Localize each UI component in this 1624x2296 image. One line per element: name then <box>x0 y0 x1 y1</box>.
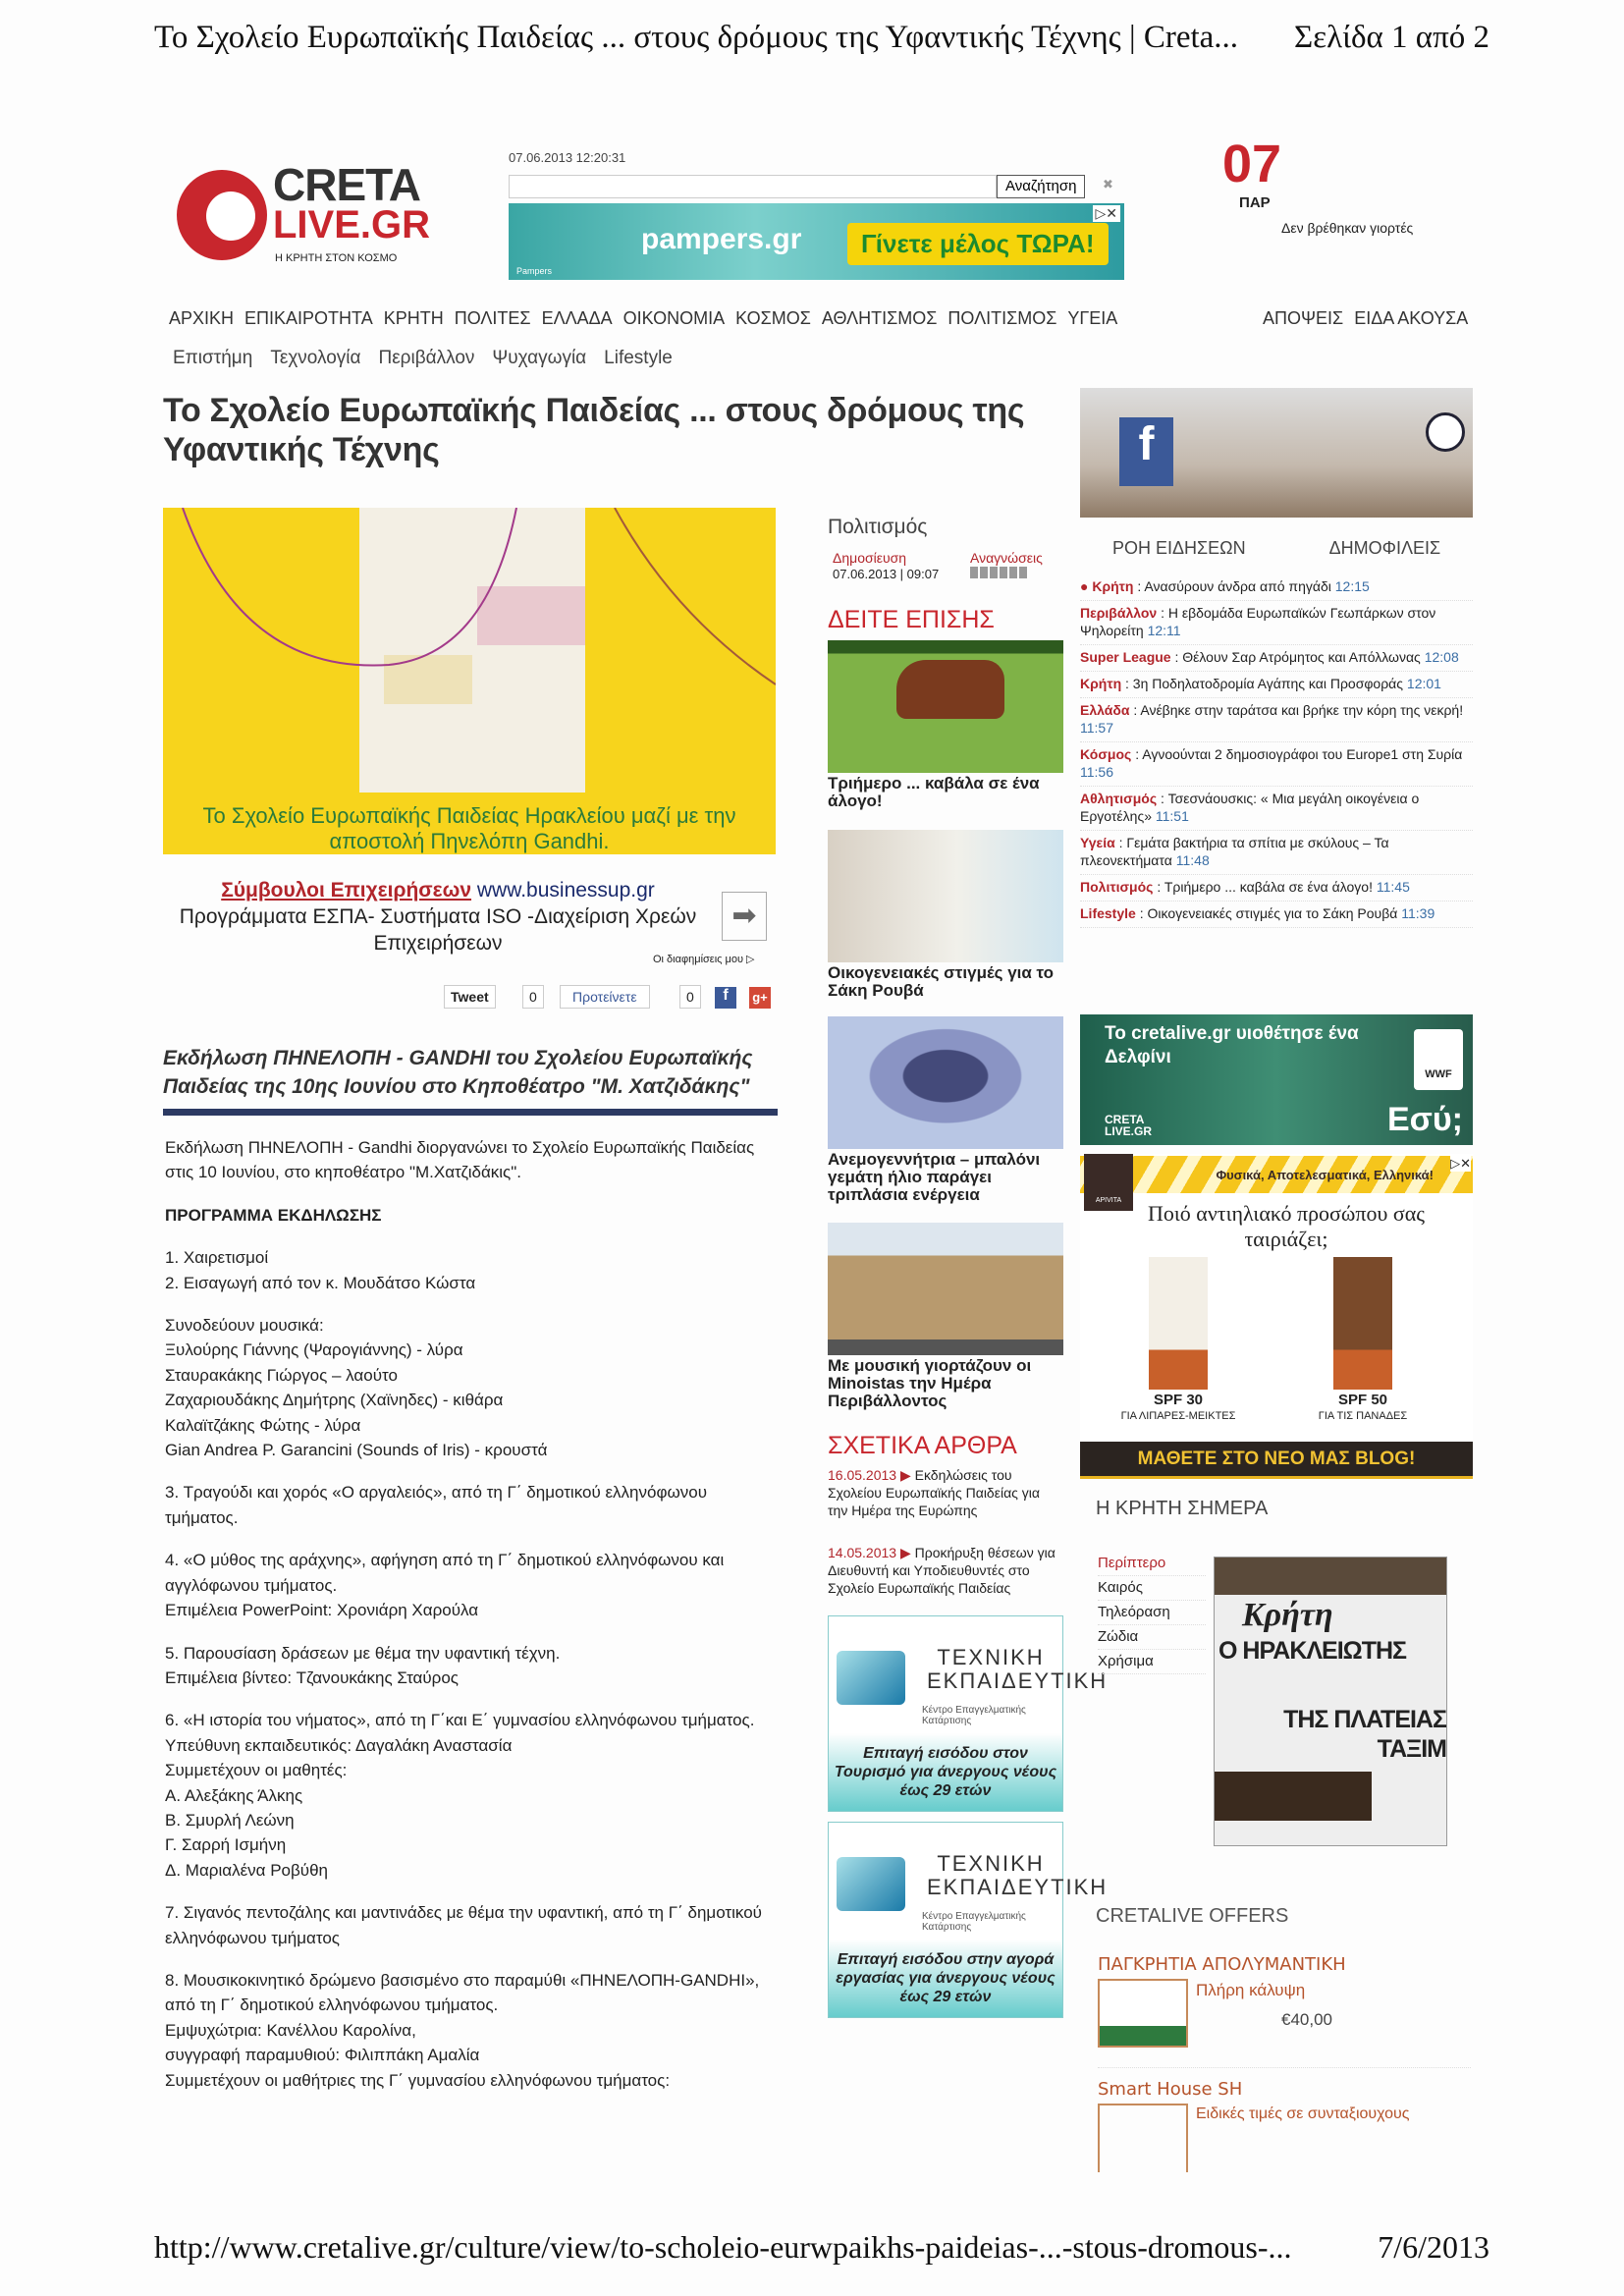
tweet-count: 0 <box>522 985 544 1009</box>
current-datetime: 07.06.2013 12:20:31 <box>509 150 626 165</box>
paragraph: Συνοδεύουν μουσικά: Ξυλούρης Γιάννης (Ψαρογιάννης) - λύρα Σταυρακάκης Γιώργος – λαούτο Ζαχαριουδάκης Δημήτρης (Χαϊνηδες) - κιθάρα Καλαϊτζάκης Φώτης - λύρα Gian Andrea P. Garancini (Sounds of Iris) - κρουστά <box>165 1316 548 1460</box>
paragraph: 4. «Ο μύθος της αράχνης», αφήγηση από τη Γ΄ δημοτικού ελληνόφωνου και αγγλόφωνου τμήματος. Επιμέλεια PowerPoint: Χρονιάρη Χαρούλα <box>165 1551 725 1620</box>
nav-item[interactable]: ΕΠΙΚΑΙΡΟΤΗΤΑ <box>244 308 373 328</box>
news-title[interactable]: Γεμάτα βακτήρια τα σπίτια με σκύλους – Τα πλεονεκτήματα <box>1080 835 1389 868</box>
article-body <box>165 1135 774 2110</box>
see-also-link[interactable]: Ανεμογεννήτρια – μπαλόνι γεμάτη ήλιο παράγει τριπλάσια ενέργεια <box>828 1150 1041 1204</box>
adchoices-label: Οι διαφημίσεις μου <box>653 954 743 965</box>
close-icon[interactable]: ✖ <box>1103 177 1113 191</box>
day-number: 07 <box>1222 135 1282 193</box>
news-item[interactable]: Ελλάδα : Ανέβηκε στην ταράτσα και βρήκε την κόρη της νεκρή! 11:57 <box>1080 698 1473 742</box>
news-item[interactable]: Αθλητισμός : Τσεσνάουσκις: « Μια μεγάλη οικογένεια ο Εργοτέλης» 11:51 <box>1080 787 1473 831</box>
nav-item[interactable]: ΚΟΣΜΟΣ <box>735 308 811 328</box>
news-title[interactable]: Αγνοούνται 2 δημοσιογράφοι του Europe1 στη Συρία <box>1142 746 1463 762</box>
dolphin-adoption-ad[interactable] <box>1080 1014 1473 1145</box>
news-category[interactable]: Κόσμος <box>1080 746 1132 762</box>
ad-small-brand: Pampers <box>516 266 553 276</box>
news-time: 12:01 <box>1406 676 1441 691</box>
apivita-logo: APIVITA <box>1084 1154 1133 1211</box>
news-time: 12:11 <box>1147 623 1181 638</box>
news-item[interactable]: Κόσμος : Αγνοούνται 2 δημοσιογράφοι του Europe1 στη Συρία 11:56 <box>1080 742 1473 787</box>
program-heading: ΠΡΟΓΡΑΜΜΑ ΕΚΔΗΛΩΣΗΣ <box>165 1205 382 1225</box>
link-tv[interactable]: Τηλεόραση <box>1098 1601 1206 1625</box>
related-title[interactable]: Εκδηλώσεις του Σχολείου Ευρωπαϊκής Παιδείας για την Ημέρα της Ευρώπης <box>828 1467 1041 1518</box>
offer-description: Ειδικές τιμές σε συνταξιουχους <box>1196 2105 1410 2122</box>
training-logo-icon <box>837 1857 905 1911</box>
published-date: 07.06.2013 | 09:07 <box>833 567 940 581</box>
product-spf: SPF 50 <box>1337 1392 1388 1408</box>
paragraph: 1. Χαιρετισμοί 2. Εισαγωγή από τον κ. Μουδάτσο Κώστα <box>165 1248 476 1292</box>
ad-text: Προγράμματα ΕΣΠΑ- Συστήματα ISO -Διαχείριση Χρεών Επιχειρήσεων <box>179 905 697 955</box>
print-url: http://www.cretalive.gr/culture/view/to-scholeio-eurwpaikhs-paideias-...-stous-dromous-... <box>154 2229 1292 2265</box>
ad-close-icon[interactable]: ▷✕ <box>1093 205 1121 222</box>
subnav-item[interactable]: Επιστήμη <box>173 348 253 368</box>
tab-news-feed[interactable]: ΡΟΗ ΕΙΔΗΣΕΩΝ <box>1112 538 1246 558</box>
news-item[interactable]: Πολιτισμός : Τριήμερο ... καβάλα σε ένα άλογο! 11:45 <box>1080 875 1473 902</box>
related-heading: ΣΧΕΤΙΚΑ ΑΡΘΡΑ <box>828 1432 1017 1459</box>
article-category[interactable]: Πολιτισμός <box>828 516 928 538</box>
news-time: 12:15 <box>1334 578 1370 594</box>
bmw-logo-icon <box>1426 412 1465 452</box>
news-title[interactable]: Ανασύρουν άνδρα από πηγάδι <box>1144 578 1331 594</box>
nameday-text: Δεν βρέθηκαν γιορτές <box>1281 220 1414 236</box>
offer-image[interactable] <box>1098 1979 1188 2048</box>
training-ad-msg: Επιταγή εισόδου στον Τουρισμό για άνεργους νέους έως 29 ετών <box>834 1745 1057 1799</box>
see-also-heading: ΔΕΙΤΕ ΕΠΙΣΗΣ <box>828 606 995 633</box>
tab-popular[interactable]: ΔΗΜΟΦΙΛΕΙΣ <box>1328 538 1441 558</box>
news-item[interactable]: ● Κρήτη : Ανασύρουν άνδρα από πηγάδι 12:15 <box>1080 574 1473 601</box>
product-tube-image <box>1333 1257 1392 1390</box>
sub-nav <box>173 348 673 369</box>
reads-counter-graphic <box>970 567 1029 578</box>
crete-today-heading: Η ΚΡΗΤΗ ΣΗΜΕΡΑ <box>1096 1498 1269 1519</box>
secondary-nav <box>1263 308 1468 329</box>
see-also-image[interactable] <box>828 1016 1063 1149</box>
news-item[interactable]: Κρήτη : 3η Ποδηλατοδρομία Αγάπης και Προσφοράς 12:01 <box>1080 672 1473 698</box>
logo-tagline: Η ΚΡΗΤΗ ΣΤΟΝ ΚΟΣΜΟ <box>275 252 398 264</box>
offer-title[interactable]: ΠΑΓΚΡΗΤΙΑ ΑΠΟΛΥΜΑΝΤΙΚΗ <box>1098 1954 1346 1975</box>
weekday: ΠΑΡ <box>1239 194 1271 211</box>
logo-text: CRETA <box>273 159 421 210</box>
ad-link[interactable]: Σύμβουλοι Επιχειρήσεων <box>221 879 472 902</box>
see-also-link[interactable]: Με μουσική γιορτάζουν οι Minoistas την Ημέρα Περιβάλλοντος <box>828 1356 1032 1410</box>
dolphin-ad-text: Το cretalive.gr υιοθέτησε ένα Δελφίνι <box>1105 1023 1359 1067</box>
product-tube-image <box>1149 1257 1208 1390</box>
nav-item[interactable]: ΕΙΔΑ ΑΚΟΥΣΑ <box>1354 308 1469 328</box>
facebook-banner-ad[interactable] <box>1080 388 1473 518</box>
news-item[interactable]: Lifestyle : Οικογενειακές στιγμές για το Σάκη Ρουβά 11:39 <box>1080 902 1473 928</box>
product-spf: SPF 30 <box>1153 1392 1204 1408</box>
news-title[interactable]: Οικογενειακές στιγμές για το Σάκη Ρουβά <box>1147 905 1398 921</box>
pampers-ad-banner[interactable] <box>509 203 1124 280</box>
print-page-title: Το Σχολείο Ευρωπαϊκής Παιδείας ... στους δρόμους της Υφαντικής Τέχνης | Creta... <box>154 20 1239 55</box>
news-tabs <box>1080 538 1473 559</box>
search-button[interactable]: Αναζήτηση <box>997 175 1085 198</box>
cretalive-logo: CRETA LIVE.GR <box>1105 1113 1153 1138</box>
ad-brand: pampers.gr <box>641 223 802 255</box>
training-ad[interactable] <box>828 1615 1109 1812</box>
offers-heading: CRETALIVE OFFERS <box>1096 1905 1289 1927</box>
news-category[interactable]: Κρήτη <box>1092 578 1134 594</box>
paragraph: 7. Σιγανός πεντοζάλης και μαντινάδες με θέμα την υφαντική, από τη Γ΄ δημοτικού ελληνόφωνου τμήματος <box>165 1903 762 1947</box>
google-plus-icon[interactable]: g+ <box>749 987 771 1009</box>
crete-today-links <box>1098 1552 1206 1674</box>
news-item[interactable]: Super League : Θέλουν Σαρ Ατρόμητος και Απόλλωνας 12:08 <box>1080 645 1473 672</box>
news-title[interactable]: Θέλουν Σαρ Ατρόμητος και Απόλλωνας <box>1182 649 1421 665</box>
offer-price: €40,00 <box>1281 2010 1332 2029</box>
adchoices-link[interactable]: Οι διαφημίσεις μου ▷ <box>653 954 755 965</box>
logo-text-2: LIVE.GR <box>273 203 431 246</box>
offer-title[interactable]: Smart House SH <box>1098 2079 1243 2100</box>
news-category[interactable]: Κρήτη <box>1080 676 1122 691</box>
article-title: Το Σχολείο Ευρωπαϊκής Παιδείας ... στους δρόμους της Υφαντικής Τέχνης <box>163 392 1025 468</box>
nav-item[interactable]: ΥΓΕΙΑ <box>1067 308 1118 328</box>
news-category[interactable]: Αθλητισμός <box>1080 791 1158 806</box>
published-label: Δημοσίευση <box>833 550 907 566</box>
link-weather[interactable]: Καιρός <box>1098 1576 1206 1601</box>
news-time: 11:48 <box>1175 852 1210 868</box>
training-logo-icon <box>837 1651 905 1705</box>
tweet-label: Tweet <box>451 989 489 1005</box>
subnav-item[interactable]: Lifestyle <box>604 348 673 368</box>
blog-banner[interactable]: ΜΑΘΕΤΕ ΣΤΟ ΝΕΟ ΜΑΣ BLOG! <box>1080 1442 1473 1479</box>
nav-item[interactable]: ΑΠΟΨΕΙΣ <box>1263 308 1344 328</box>
paragraph: 5. Παρουσίαση δράσεων με θέμα την υφαντική τέχνη. Επιμέλεια βίντεο: Τζανουκάκης Σταύρος <box>165 1643 561 1687</box>
ad-url[interactable]: www.businessup.gr <box>476 879 655 902</box>
see-also-image[interactable] <box>828 640 1063 773</box>
training-ad-sub: Κέντρο Επαγγελματικής Κατάρτισης <box>922 1911 1026 1933</box>
see-also-link[interactable]: Οικογενειακές στιγμές για το Σάκη Ρουβά <box>828 963 1055 1000</box>
subnav-item[interactable]: Ψυχαγωγία <box>492 348 587 368</box>
news-time: 11:56 <box>1080 764 1113 780</box>
product-for: ΓΙΑ ΛΙΠΑΡΕΣ-ΜΕΙΚΤΕΣ <box>1120 1410 1236 1422</box>
recommend-count: 0 <box>679 985 701 1009</box>
news-category[interactable]: Lifestyle <box>1080 905 1136 921</box>
image-caption: Το Σχολείο Ευρωπαϊκής Παιδείας Ηρακλείου μαζί με την αποστολή Πηνελόπη Gandhi. <box>202 803 736 853</box>
paragraph: 8. Μουσικοκινητικό δρώμενο βασισμένο στο παραμύθι «ΠΗΝΕΛΟΠΗ-GANDHI», από τη Γ΄ δημοτικού ελληνόφωνου τμήματος. Εμψυχώτρια: Κανέλλου Καρολίνα, συγγραφή παραμυθιού: Φιλιππάκη Αμαλία Συμμετέχουν οι μαθήτριες της Γ΄ γυμνασίου ελληνόφωνου τμήματος: <box>165 1970 760 2090</box>
text-ad[interactable] <box>163 877 713 957</box>
news-category[interactable]: Υγεία <box>1080 835 1115 850</box>
main-nav <box>169 308 1117 329</box>
related-date: 14.05.2013 <box>828 1545 897 1560</box>
newspaper-headline: ΤΗΣ ΠΛΑΤΕΙΑΣ ΤΑΞΙΜ <box>1283 1706 1446 1763</box>
print-header <box>154 20 1489 56</box>
link-horoscope[interactable]: Ζώδια <box>1098 1625 1206 1650</box>
nav-item[interactable]: ΠΟΛΙΤΕΣ <box>454 308 531 328</box>
reads-label: Αναγνώσεις <box>970 550 1043 566</box>
apivita-slogan: Φυσικά, Αποτελεσματικά, Ελληνικά! <box>1216 1168 1434 1182</box>
news-title[interactable]: Ανέβηκε στην ταράτσα και βρήκε την κόρη της νεκρή! <box>1140 702 1464 718</box>
subnav-item[interactable]: Τεχνολογία <box>270 348 361 368</box>
subnav-item[interactable]: Περιβάλλον <box>378 348 475 368</box>
site-logo[interactable] <box>177 159 452 275</box>
search-input[interactable] <box>509 175 997 198</box>
play-icon: ▶ <box>899 1545 911 1560</box>
newspaper-headline: Ο ΗΡΑΚΛΕΙΩΤΗΣ <box>1218 1637 1407 1665</box>
related-article[interactable] <box>828 1544 1063 1597</box>
news-category[interactable]: Super League <box>1080 649 1171 665</box>
news-title[interactable]: 3η Ποδηλατοδρομία Αγάπης και Προσφοράς <box>1132 676 1404 691</box>
nav-item[interactable]: ΑΘΛΗΤΙΣΜΟΣ <box>821 308 938 328</box>
logo-mark-icon <box>177 170 267 260</box>
ad-close-icon[interactable]: ▷✕ <box>1450 1156 1471 1171</box>
link-kiosk[interactable]: Περίπτερο <box>1098 1552 1206 1576</box>
newspaper-name: Κρήτη <box>1242 1597 1333 1633</box>
news-title[interactable]: Τσεσνάουσκις: « Μια μεγάλη οικογένεια ο Εργοτέλης» <box>1080 791 1420 824</box>
nav-item[interactable]: ΟΙΚΟΝΟΜΙΑ <box>623 308 726 328</box>
reads-info <box>970 550 1043 581</box>
training-ad-sub: Κέντρο Επαγγελματικής Κατάρτισης <box>922 1705 1026 1726</box>
news-time: 11:57 <box>1080 720 1113 736</box>
nav-item[interactable]: ΚΡΗΤΗ <box>383 308 444 328</box>
news-category[interactable]: Πολιτισμός <box>1080 879 1154 895</box>
print-page-number: Σελίδα 1 από 2 <box>1294 20 1489 55</box>
training-ad-name: ΤΕΧΝΙΚΗ ΕΚΠΑΙΔΕΥΤΙΚΗ <box>927 1851 1109 1899</box>
news-item[interactable]: Περιβάλλον : Η εβδομάδα Ευρωπαϊκών Γεωπάρκων στον Ψηλορείτη 12:11 <box>1080 601 1473 645</box>
link-useful[interactable]: Χρήσιμα <box>1098 1650 1206 1674</box>
print-footer <box>154 2229 1489 2266</box>
news-title[interactable]: Τριήμερο ... καβάλα σε ένα άλογο! <box>1164 879 1373 895</box>
publish-info <box>833 550 939 582</box>
training-ad-msg: Επιταγή εισόδου στην αγορά εργασίας για άνεργους νέους έως 29 ετών <box>836 1951 1056 2005</box>
news-title[interactable]: Η εβδομάδα Ευρωπαϊκών Γεωπάρκων στον Ψηλορείτη <box>1080 605 1436 638</box>
newspaper-front-page[interactable] <box>1214 1557 1447 1846</box>
see-also-image[interactable] <box>828 830 1063 962</box>
ad-arrow-button[interactable]: ➡ <box>722 892 767 941</box>
news-time: 12:08 <box>1424 649 1459 665</box>
news-time: 11:39 <box>1401 905 1435 921</box>
news-time: 11:51 <box>1155 808 1189 824</box>
nav-item[interactable]: ΠΟΛΙΤΙΣΜΟΣ <box>947 308 1057 328</box>
see-also-link[interactable]: Τριήμερο ... καβάλα σε ένα άλογο! <box>828 774 1040 810</box>
divider <box>163 1109 778 1116</box>
offer-image[interactable] <box>1098 2104 1188 2172</box>
nav-item[interactable]: ΑΡΧΙΚΗ <box>169 308 235 328</box>
tweet-button[interactable] <box>444 985 496 1009</box>
dolphin-ad-cta: Εσύ; <box>1386 1101 1463 1138</box>
related-article[interactable] <box>828 1466 1063 1519</box>
play-icon: ▶ <box>899 1467 911 1483</box>
news-feed-list <box>1080 574 1473 928</box>
offer-description: Πλήρη κάλυψη <box>1196 1981 1306 1999</box>
related-date: 16.05.2013 <box>828 1467 897 1483</box>
news-category[interactable]: Περιβάλλον <box>1080 605 1158 621</box>
related-title[interactable]: Προκήρυξη θέσεων για Διευθυντή και Υποδιευθυντές στο Σχολείο Ευρωπαϊκής Παιδείας <box>828 1545 1056 1596</box>
training-ad[interactable] <box>828 1822 1109 2018</box>
ad-cta-button[interactable]: Γίνετε μέλος ΤΩΡΑ! <box>847 223 1109 265</box>
wwf-logo-icon: WWF <box>1414 1029 1463 1090</box>
recommend-button[interactable]: Προτείνετε <box>560 985 650 1009</box>
print-date: 7/6/2013 <box>1378 2229 1489 2265</box>
article-subheading: Εκδήλωση ΠΗΝΕΛΟΠΗ - GANDHI του Σχολείου Ευρωπαϊκής Παιδείας της 10ης Ιουνίου στο Κηποθέατρο "Μ. Χατζιδάκης" <box>163 1047 753 1098</box>
apivita-question: Ποιό αντιηλιακό προσώπου σας ταιριάζει; <box>1147 1201 1425 1251</box>
paragraph: 3. Τραγούδι και χορός «Ο αργαλειός», από τη Γ΄ δημοτικού ελληνόφωνου τμήματος. <box>165 1483 708 1527</box>
live-dot-icon: ● <box>1080 578 1089 594</box>
nav-item[interactable]: ΕΛΛΑΔΑ <box>541 308 613 328</box>
paragraph: 6. «Η ιστορία του νήματος», από τη Γ΄και Ε΄ γυμνασίου ελληνόφωνου τμήματος. Υπεύθυνη εκπαιδευτικός: Δαγαλάκη Αναστασία Συμμετέχουν οι μαθητές: Α. Αλεξάκης Άλκης Β. Σμυρλή Λεώνη Γ. Σαρρή Ισμήνη Δ. Μαριαλένα Ροβύθη <box>165 1711 755 1880</box>
article-intro: Εκδήλωση ΠΗΝΕΛΟΠΗ - Gandhi διοργανώνει το Σχολείο Ευρωπαϊκής Παιδείας στις 10 Ιουνίου, στο κηποθέατρο "Μ.Χατζιδάκις". <box>165 1138 755 1182</box>
facebook-icon: f <box>1119 417 1173 486</box>
news-item[interactable]: Υγεία : Γεμάτα βακτήρια τα σπίτια με σκύλους – Τα πλεονεκτήματα 11:48 <box>1080 831 1473 875</box>
news-time: 11:45 <box>1376 879 1410 895</box>
article-image <box>163 508 776 854</box>
training-ad-name: ΤΕΧΝΙΚΗ ΕΚΠΑΙΔΕΥΤΙΚΗ <box>927 1645 1109 1693</box>
facebook-icon[interactable]: f <box>715 987 736 1009</box>
apivita-ad[interactable] <box>1080 1154 1473 1453</box>
product-for: ΓΙΑ ΤΙΣ ΠΑΝΑΔΕΣ <box>1318 1410 1408 1422</box>
see-also-image[interactable] <box>828 1223 1063 1355</box>
news-category[interactable]: Ελλάδα <box>1080 702 1130 718</box>
